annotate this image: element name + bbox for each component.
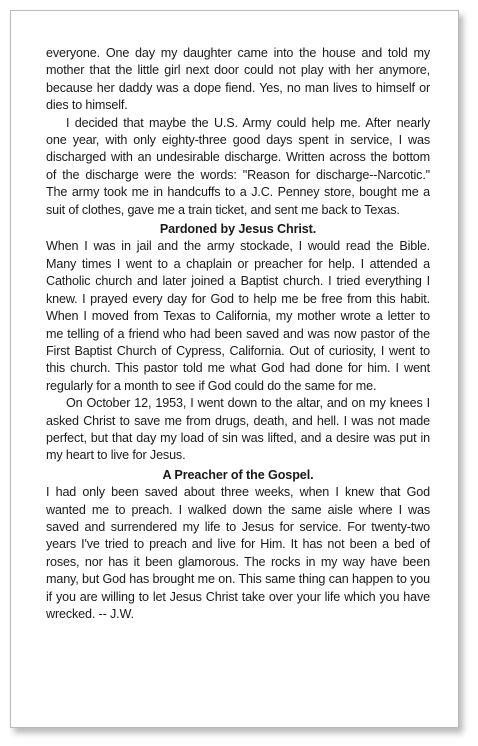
section-heading-preacher: A Preacher of the Gospel. bbox=[162, 467, 314, 482]
page-body bbox=[46, 45, 430, 623]
paragraph-preacher-1: I had only been saved about three weeks, when I knew that God wanted me to preach. I walked down the same aisle where I was saved and surrendered my life to Jesus for service. For twenty-two years I've tried to preach and live for Him. It has not been a bed of roses, nor has it been glamorous. The rocks in my way have been many, but God has brought me on. This same thing can happen to you if you are willing to let Jesus Christ take over your life which you have wrecked. -- J.W. bbox=[46, 485, 430, 621]
paragraph-intro-1: everyone. One day my daughter came into the house and told my mother that the little girl next door could not play with her anymore, because her daddy was a dope fiend. Yes, no man lives to himself or dies to himself. bbox=[46, 46, 430, 113]
paragraph-intro-2: I decided that maybe the U.S. Army could help me. After nearly one year, with only eighty-three good days spent in service, I was discharged with an undesirable discharge. Written across the bottom of the discharge were the words: "Reason for discharge--Narcotic." The army took me in handcuffs to a J.C. Penney store, bought me a suit of clothes, gave me a train ticket, and sent me back to Texas. bbox=[46, 115, 430, 217]
document-page bbox=[10, 10, 459, 728]
section-heading-pardoned: Pardoned by Jesus Christ. bbox=[159, 222, 317, 237]
paragraph-pardoned-1: When I was in jail and the army stockade, I would read the Bible. Many times I went to a chaplain or preacher for help. I attended a Catholic church and later joined a Baptist church. I tried everything I knew. I prayed every day for God to help me be free from this habit. When I moved from Texas to California, my mother wrote a letter to me telling of a friend who had been saved and was now pastor of the First Baptist Church of Cypress, California. Out of curiosity, I went to this church. This pastor told me what God had done for him. I went regularly for a month to see if God could do the same for me. bbox=[46, 239, 430, 393]
paragraph-pardoned-2: On October 12, 1953, I went down to the altar, and on my knees I asked Christ to save me from drugs, death, and hell. I was not made perfect, but that day my load of sin was lifted, and a desire was put in my heart to live for Jesus. bbox=[46, 396, 430, 463]
